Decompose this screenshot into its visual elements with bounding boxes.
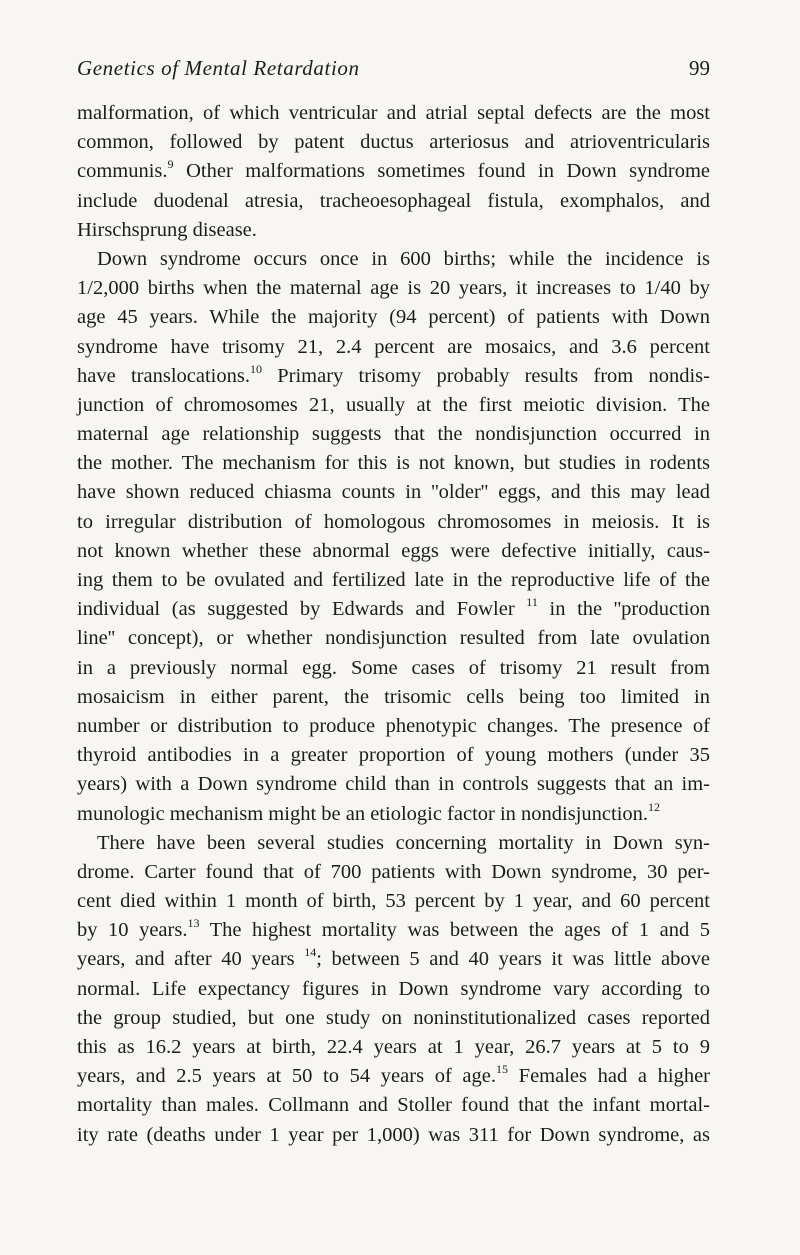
footnote-ref: 11 (526, 595, 538, 610)
text-line: line'' concept), or whether nondisjunction resulted from late ovulation (77, 627, 710, 650)
text-line: munologic mechanism might be an etiologic factor in nondisjunction.$^{12}$ (77, 799, 661, 825)
text-line: number or distribution to produce phenotypic changes. The presence of (77, 714, 710, 737)
text-line: include duodenal atresia, tracheoesophageal fistula, exomphalos, and (77, 189, 710, 212)
text-line: in a previously normal egg. Some cases of trisomy 21 result from (77, 656, 710, 679)
text-line: ity rate (deaths under 1 year per 1,000) was 311 for Down syndrome, as (77, 1123, 710, 1146)
text-line: cent died within 1 month of birth, 53 percent by 1 year, and 60 percent (77, 890, 710, 913)
text-line: Down syndrome occurs once in 600 births; while the incidence is (97, 247, 710, 270)
text-line: years) with a Down syndrome child than in controls suggests that an im- (77, 773, 710, 796)
footnote-ref: 9 (167, 157, 174, 172)
text-line: thyroid antibodies in a greater proportion of young mothers (under 35 (77, 744, 710, 767)
text-line: Hirschsprung disease. (77, 218, 257, 241)
page-number: 99 (689, 56, 710, 80)
text-line: ing them to be ovulated and fertilized late in the reproductive life of the (77, 569, 710, 591)
text-line: this as 16.2 years at birth, 22.4 years at 1 year, 26.7 years at 5 to 9 (77, 1036, 710, 1058)
text-line: malformation, of which ventricular and atrial septal defects are the most (77, 102, 710, 124)
page-header (77, 56, 710, 90)
text-line: to irregular distribution of homologous chromosomes in meiosis. It is (77, 510, 710, 533)
text-line: years, and 2.5 years at 50 to 54 years of age.$^{15}$ Females had a higher (77, 1062, 711, 1088)
text-line: not known whether these abnormal eggs were defective initially, caus- (77, 539, 710, 562)
text-line: individual (as suggested by Edwards and Fowler $^{11}$ in the ''production (77, 595, 710, 621)
text-line: have shown reduced chiasma counts in ''older'' eggs, and this may lead (77, 481, 710, 504)
footnote-ref: 14 (304, 945, 317, 960)
text-line: common, followed by patent ductus arteriosus and atrioventricularis (77, 131, 710, 154)
text-line: years, and after 40 years $^{14}$; between 5 and 40 years it was little above (77, 945, 710, 971)
text-line: drome. Carter found that of 700 patients with Down syndrome, 30 per- (77, 860, 710, 883)
footnote-ref: 10 (249, 361, 262, 376)
body-text (77, 99, 710, 1150)
text-line: normal. Life expectancy figures in Down syndrome vary according to (77, 977, 710, 1000)
running-head: Genetics of Mental Retardation (77, 56, 360, 80)
text-line: syndrome have trisomy 21, 2.4 percent are mosaics, and 3.6 percent (77, 335, 710, 358)
footnote-ref: 12 (648, 799, 661, 814)
text-line: mosaicism in either parent, the trisomic cells being too limited in (77, 685, 710, 708)
text-line: the group studied, but one study on noninstitutionalized cases reported (77, 1006, 710, 1029)
text-line: 1/2,000 births when the maternal age is 20 years, it increases to 1/40 by (77, 277, 710, 300)
text-line: mortality than males. Collmann and Stoller found that the infant mortal- (77, 1094, 710, 1117)
text-line: maternal age relationship suggests that the nondisjunction occurred in (77, 423, 710, 446)
footnote-ref: 13 (187, 916, 200, 931)
text-line: by 10 years.$^{13}$ The highest mortality was between the ages of 1 and 5 (77, 916, 710, 942)
text-line: age 45 years. While the majority (94 percent) of patients with Down (77, 306, 710, 329)
text-line: have translocations.$^{10}$ Primary trisomy probably results from nondis- (77, 361, 710, 387)
text-line: communis.$^9$ Other malformations sometimes found in Down syndrome (77, 157, 710, 183)
text-line: junction of chromosomes 21, usually at the first meiotic division. The (77, 393, 710, 416)
footnote-ref: 15 (496, 1062, 509, 1077)
text-line: the mother. The mechanism for this is not known, but studies in rodents (77, 452, 710, 475)
text-line: There have been several studies concerning mortality in Down syn- (97, 831, 710, 854)
